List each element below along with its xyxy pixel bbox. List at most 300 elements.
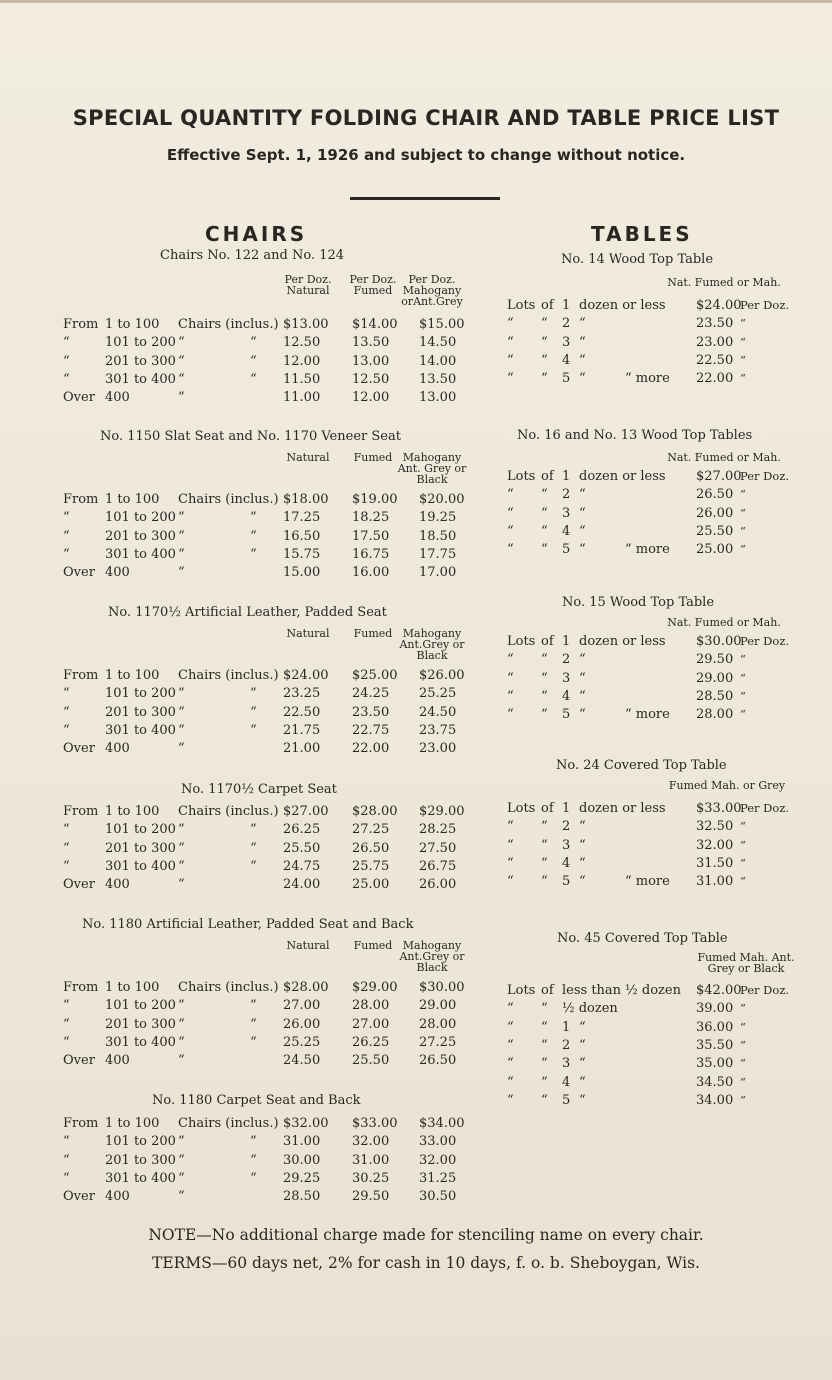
- table-cell-a: “: [507, 670, 514, 686]
- table-cell-c: 3: [562, 837, 571, 853]
- table-cell-d: dozen or less: [579, 801, 666, 816]
- table-cell-b: of: [541, 298, 554, 313]
- chair-cell-c: “: [178, 1016, 185, 1032]
- table-cell-a: “: [507, 523, 514, 539]
- chair-cell-a: “: [63, 1016, 70, 1032]
- chair-cell-c: Chairs (inclus.): [178, 980, 279, 995]
- table-cell-unit: “: [740, 855, 746, 870]
- chair-cell-p3: 17.00: [419, 565, 457, 581]
- table-cell-c: 2: [562, 819, 571, 835]
- table-cell-unit: “: [740, 1019, 746, 1034]
- chair-cell-a: Over: [63, 565, 95, 581]
- table-cell-d: “: [579, 688, 586, 704]
- table-cell-c: less than ½ dozen: [562, 983, 681, 998]
- chair-cell-b: 1 to 100: [105, 1116, 160, 1131]
- table-cell-d: “: [579, 542, 586, 558]
- table-cell-b: “: [541, 523, 548, 539]
- chair-cell-b: 400: [105, 1189, 130, 1205]
- table-cell-price: 22.00: [696, 371, 734, 387]
- table-cell-c: 1: [562, 634, 571, 649]
- chair-cell-p1: 26.00: [283, 1016, 321, 1032]
- chair-cell-c: “: [178, 686, 185, 702]
- table-price-row: [0, 874, 830, 892]
- chair-cell-p3: 23.00: [419, 741, 457, 757]
- table-cell-a: “: [507, 707, 514, 723]
- chair-cell-b: 101 to 200: [105, 822, 176, 838]
- table-cell-a: Lots: [507, 634, 536, 649]
- chair-cell-a: “: [63, 528, 70, 544]
- chair-cell-p3: 29.00: [419, 998, 457, 1014]
- table-cell-d: “: [579, 352, 586, 368]
- chair-cell-p2: $28.00: [352, 804, 398, 819]
- chair-cell-p2: 16.00: [352, 565, 390, 581]
- table-cell-c: 5: [562, 874, 571, 890]
- chair-cell-p3: 33.00: [419, 1134, 457, 1150]
- chair-cell-b: 301 to 400: [105, 1034, 176, 1050]
- chair-cell-p2: 24.25: [352, 686, 390, 702]
- chair-cell-p3: $20.00: [419, 492, 465, 507]
- table-cell-c: 4: [562, 1074, 571, 1090]
- table-cell-unit: “: [740, 487, 746, 502]
- chair-cell-b: 101 to 200: [105, 686, 176, 702]
- table-cell-d: “: [579, 819, 586, 835]
- chair-cell-p2: 18.25: [352, 510, 390, 526]
- table-cell-c: 2: [562, 652, 571, 668]
- chair-cell-p1: 15.00: [283, 565, 321, 581]
- table-cell-price: 36.00: [696, 1019, 734, 1035]
- chair-cell-p1: 21.00: [283, 741, 321, 757]
- table-cell-unit: “: [740, 1074, 746, 1089]
- chair-price-row: [0, 390, 480, 408]
- table-cell-price: 34.50: [696, 1074, 734, 1090]
- table-cell-price: 32.00: [696, 837, 734, 853]
- chair-cell-p1: 12.00: [283, 353, 321, 369]
- chair-cell-p3: 27.50: [419, 840, 457, 856]
- table-cell-a: “: [507, 1092, 514, 1108]
- chair-cell-d: “: [250, 1170, 257, 1186]
- chair-cell-p1: 17.25: [283, 510, 321, 526]
- table-cell-c: 5: [562, 371, 571, 387]
- chair-column-header: Per Doz. Mahogany orAnt.Grey: [401, 273, 463, 308]
- table-cell-b: “: [541, 1001, 548, 1017]
- table-cell-unit: “: [740, 670, 746, 685]
- note-text: NOTE—No additional charge made for stenciling name on every chair.: [148, 1226, 704, 1244]
- chair-cell-d: “: [250, 353, 257, 369]
- chair-cell-c: “: [178, 1152, 185, 1168]
- chair-cell-c: “: [178, 741, 185, 757]
- table-cell-e: “ more: [625, 371, 670, 387]
- chair-cell-a: “: [63, 1134, 70, 1150]
- chair-price-row: [0, 1189, 480, 1207]
- chair-cell-b: 201 to 300: [105, 353, 176, 369]
- chair-cell-a: From: [63, 1116, 99, 1131]
- chair-cell-b: 101 to 200: [105, 998, 176, 1014]
- chair-cell-p3: 13.00: [419, 390, 457, 406]
- chair-cell-c: “: [178, 858, 185, 874]
- chair-cell-d: “: [250, 371, 257, 387]
- chair-cell-p3: 17.75: [419, 546, 457, 562]
- table-cell-b: “: [541, 837, 548, 853]
- chair-cell-p2: 27.00: [352, 1016, 390, 1032]
- chair-column-header: Natural: [286, 451, 330, 464]
- chair-cell-p1: 15.75: [283, 546, 321, 562]
- chair-cell-b: 301 to 400: [105, 546, 176, 562]
- chair-cell-a: “: [63, 840, 70, 856]
- table-cell-b: “: [541, 352, 548, 368]
- chair-cell-a: Over: [63, 741, 95, 757]
- chair-cell-d: “: [250, 998, 257, 1014]
- tables-heading: TABLES: [591, 222, 693, 246]
- chair-column-header: Natural: [286, 939, 330, 952]
- table-cell-b: of: [541, 801, 554, 816]
- table-section-title: No. 24 Covered Top Table: [556, 758, 727, 773]
- table-cell-b: “: [541, 652, 548, 668]
- chair-cell-b: 101 to 200: [105, 510, 176, 526]
- table-cell-a: “: [507, 874, 514, 890]
- chair-cell-p1: $27.00: [283, 804, 329, 819]
- table-cell-a: “: [507, 1037, 514, 1053]
- table-price-row: [0, 469, 830, 487]
- chair-cell-p2: $19.00: [352, 492, 398, 507]
- chair-cell-c: “: [178, 1134, 185, 1150]
- chair-cell-p3: 18.50: [419, 528, 457, 544]
- chair-cell-d: “: [250, 1034, 257, 1050]
- table-cell-d: “: [579, 505, 586, 521]
- chair-cell-c: Chairs (inclus.): [178, 492, 279, 507]
- chair-cell-p3: 26.75: [419, 858, 457, 874]
- table-cell-price: $27.00: [696, 469, 742, 484]
- chair-cell-p1: 29.25: [283, 1170, 321, 1186]
- chair-cell-d: “: [250, 722, 257, 738]
- chair-price-row: [0, 1134, 480, 1152]
- table-price-row: [0, 671, 830, 689]
- table-price-row: [0, 689, 830, 707]
- chair-cell-p3: $15.00: [419, 317, 465, 332]
- table-price-row: [0, 506, 830, 524]
- chair-cell-d: “: [250, 840, 257, 856]
- table-cell-price: 28.00: [696, 707, 734, 723]
- table-cell-unit: “: [740, 505, 746, 520]
- table-cell-price: 35.00: [696, 1056, 734, 1072]
- terms-text: TERMS—60 days net, 2% for cash in 10 days, f. o. b. Sheboygan, Wis.: [152, 1254, 700, 1272]
- chair-column-header: Natural: [286, 627, 330, 640]
- table-cell-b: “: [541, 1074, 548, 1090]
- table-finish-header: Nat. Fumed or Mah.: [667, 451, 781, 464]
- chair-cell-p2: 13.50: [352, 335, 390, 351]
- table-cell-a: “: [507, 542, 514, 558]
- chair-cell-p3: $34.00: [419, 1116, 465, 1131]
- chair-cell-c: “: [178, 1170, 185, 1186]
- table-cell-d: “: [579, 1074, 586, 1090]
- chair-cell-c: “: [178, 1053, 185, 1069]
- table-section-title: No. 16 and No. 13 Wood Top Tables: [517, 428, 753, 443]
- chair-cell-a: “: [63, 1152, 70, 1168]
- chair-cell-p3: 24.50: [419, 704, 457, 720]
- chair-cell-a: “: [63, 858, 70, 874]
- table-price-row: [0, 1020, 830, 1038]
- table-cell-c: 2: [562, 487, 571, 503]
- chair-cell-a: “: [63, 722, 70, 738]
- table-cell-a: “: [507, 652, 514, 668]
- table-price-row: [0, 652, 830, 670]
- table-cell-b: “: [541, 334, 548, 350]
- table-finish-header: Nat. Fumed or Mah.: [667, 276, 781, 289]
- chair-cell-a: Over: [63, 1189, 95, 1205]
- chair-cell-d: “: [250, 510, 257, 526]
- table-cell-price: $42.00: [696, 983, 742, 998]
- chair-cell-d: “: [250, 546, 257, 562]
- table-cell-b: “: [541, 487, 548, 503]
- chair-cell-p1: $24.00: [283, 668, 329, 683]
- chair-cell-a: “: [63, 1034, 70, 1050]
- table-cell-c: ½ dozen: [562, 1001, 618, 1017]
- chair-cell-c: “: [178, 371, 185, 387]
- table-cell-c: 5: [562, 542, 571, 558]
- table-cell-d: “: [579, 371, 586, 387]
- chair-cell-p3: 13.50: [419, 371, 457, 387]
- chair-cell-p2: 25.75: [352, 858, 390, 874]
- chair-cell-p1: 24.50: [283, 1053, 321, 1069]
- chair-cell-p3: 28.25: [419, 822, 457, 838]
- table-cell-unit: Per Doz.: [740, 298, 790, 312]
- table-cell-price: 35.50: [696, 1037, 734, 1053]
- table-price-row: [0, 1056, 830, 1074]
- chair-cell-d: “: [250, 1152, 257, 1168]
- chair-column-header: Mahogany Ant. Grey or Black: [397, 451, 467, 486]
- chair-cell-p1: 30.00: [283, 1152, 321, 1168]
- chair-cell-p1: 24.00: [283, 877, 321, 893]
- chair-cell-p3: 14.50: [419, 335, 457, 351]
- table-cell-price: 32.50: [696, 819, 734, 835]
- table-cell-a: Lots: [507, 983, 536, 998]
- table-price-row: [0, 1038, 830, 1056]
- table-cell-e: “ more: [625, 874, 670, 890]
- chair-cell-a: “: [63, 686, 70, 702]
- chair-cell-b: 1 to 100: [105, 492, 160, 507]
- table-price-row: [0, 524, 830, 542]
- chair-cell-b: 1 to 100: [105, 980, 160, 995]
- table-price-row: [0, 371, 830, 389]
- table-price-row: [0, 983, 830, 1001]
- table-cell-unit: “: [740, 371, 746, 386]
- chair-cell-a: “: [63, 704, 70, 720]
- table-cell-d: “: [579, 1019, 586, 1035]
- chair-cell-p2: 31.00: [352, 1152, 390, 1168]
- chair-cell-b: 201 to 300: [105, 840, 176, 856]
- table-cell-unit: “: [740, 334, 746, 349]
- table-cell-price: 25.50: [696, 523, 734, 539]
- table-cell-price: 29.50: [696, 652, 734, 668]
- table-cell-b: of: [541, 983, 554, 998]
- chair-cell-a: From: [63, 492, 99, 507]
- chair-cell-p2: $29.00: [352, 980, 398, 995]
- chair-cell-b: 1 to 100: [105, 317, 160, 332]
- table-price-row: [0, 634, 830, 652]
- chair-cell-p2: 17.50: [352, 528, 390, 544]
- chair-cell-b: 400: [105, 741, 130, 757]
- table-cell-c: 3: [562, 1056, 571, 1072]
- table-cell-d: “: [579, 855, 586, 871]
- table-cell-unit: “: [740, 874, 746, 889]
- table-cell-unit: Per Doz.: [740, 983, 790, 997]
- chair-cell-p3: $30.00: [419, 980, 465, 995]
- table-finish-header: Nat. Fumed or Mah.: [667, 616, 781, 629]
- chair-cell-p2: $25.00: [352, 668, 398, 683]
- table-cell-price: 26.50: [696, 487, 734, 503]
- table-cell-a: “: [507, 1056, 514, 1072]
- chair-cell-p3: 31.25: [419, 1170, 457, 1186]
- table-cell-unit: “: [740, 1092, 746, 1107]
- chair-cell-a: “: [63, 546, 70, 562]
- table-cell-d: “: [579, 487, 586, 503]
- table-cell-price: 23.50: [696, 316, 734, 332]
- table-cell-b: of: [541, 469, 554, 484]
- chair-cell-p2: 16.75: [352, 546, 390, 562]
- table-cell-b: “: [541, 688, 548, 704]
- chair-cell-p3: 26.50: [419, 1053, 457, 1069]
- table-cell-a: “: [507, 352, 514, 368]
- table-cell-e: “ more: [625, 707, 670, 723]
- table-cell-b: “: [541, 1037, 548, 1053]
- chair-cell-d: “: [250, 686, 257, 702]
- table-cell-b: “: [541, 707, 548, 723]
- table-price-row: [0, 856, 830, 874]
- table-cell-b: “: [541, 1092, 548, 1108]
- table-cell-c: 3: [562, 505, 571, 521]
- chair-cell-c: “: [178, 722, 185, 738]
- table-cell-price: $33.00: [696, 801, 742, 816]
- chair-column-header: Fumed: [353, 451, 393, 464]
- chairs-heading: CHAIRS: [205, 222, 308, 246]
- table-section-title: No. 15 Wood Top Table: [562, 595, 715, 610]
- chair-cell-c: “: [178, 840, 185, 856]
- chair-cell-p3: 25.25: [419, 686, 457, 702]
- chair-column-header: Fumed: [353, 939, 393, 952]
- table-cell-d: “: [579, 707, 586, 723]
- chair-cell-c: Chairs (inclus.): [178, 804, 279, 819]
- chair-cell-p3: 30.50: [419, 1189, 457, 1205]
- chair-column-header: Per Doz. Fumed: [349, 273, 397, 297]
- chair-cell-b: 301 to 400: [105, 858, 176, 874]
- table-price-row: [0, 1075, 830, 1093]
- chair-column-header: Mahogany Ant.Grey or Black: [399, 627, 465, 662]
- chair-cell-c: “: [178, 1034, 185, 1050]
- chair-cell-c: Chairs (inclus.): [178, 668, 279, 683]
- table-cell-d: “: [579, 1037, 586, 1053]
- chair-cell-p1: $28.00: [283, 980, 329, 995]
- table-cell-unit: “: [740, 1056, 746, 1071]
- table-cell-price: 39.00: [696, 1001, 734, 1017]
- chair-cell-p1: 22.50: [283, 704, 321, 720]
- table-cell-c: 3: [562, 670, 571, 686]
- chair-section-title: No. 1150 Slat Seat and No. 1170 Veneer Seat: [100, 429, 401, 444]
- table-cell-unit: “: [740, 542, 746, 557]
- chair-cell-p3: $29.00: [419, 804, 465, 819]
- chair-column-header: Per Doz. Natural: [284, 273, 332, 297]
- divider-rule: [350, 197, 500, 200]
- chair-cell-p1: 25.25: [283, 1034, 321, 1050]
- chair-cell-c: “: [178, 565, 185, 581]
- chair-cell-p2: 12.00: [352, 390, 390, 406]
- chair-cell-b: 201 to 300: [105, 528, 176, 544]
- chair-cell-a: “: [63, 335, 70, 351]
- chair-cell-a: Over: [63, 1053, 95, 1069]
- table-cell-unit: “: [740, 837, 746, 852]
- table-cell-a: “: [507, 505, 514, 521]
- chair-cell-b: 201 to 300: [105, 1152, 176, 1168]
- table-cell-unit: “: [740, 688, 746, 703]
- table-cell-price: 31.00: [696, 874, 734, 890]
- table-cell-c: 4: [562, 855, 571, 871]
- table-price-row: [0, 487, 830, 505]
- chair-cell-p1: 23.25: [283, 686, 321, 702]
- chair-cell-c: Chairs (inclus.): [178, 317, 279, 332]
- table-cell-price: 22.50: [696, 352, 734, 368]
- table-cell-c: 3: [562, 334, 571, 350]
- chair-cell-a: “: [63, 998, 70, 1014]
- chair-cell-a: “: [63, 371, 70, 387]
- table-cell-d: “: [579, 652, 586, 668]
- chair-cell-p2: $33.00: [352, 1116, 398, 1131]
- table-cell-unit: “: [740, 707, 746, 722]
- table-cell-b: “: [541, 819, 548, 835]
- table-cell-price: 25.00: [696, 542, 734, 558]
- chair-cell-p2: 26.50: [352, 840, 390, 856]
- table-cell-price: 34.00: [696, 1092, 734, 1108]
- table-cell-d: “: [579, 670, 586, 686]
- table-cell-b: “: [541, 855, 548, 871]
- chair-cell-d: “: [250, 858, 257, 874]
- table-cell-b: “: [541, 874, 548, 890]
- chair-cell-p3: 27.25: [419, 1034, 457, 1050]
- chair-cell-p1: 21.75: [283, 722, 321, 738]
- table-section-title: No. 45 Covered Top Table: [557, 931, 728, 946]
- chair-cell-p3: 26.00: [419, 877, 457, 893]
- chair-section-title: No. 1180 Carpet Seat and Back: [152, 1093, 361, 1108]
- table-cell-a: “: [507, 819, 514, 835]
- chair-cell-a: From: [63, 980, 99, 995]
- chair-cell-p2: 32.00: [352, 1134, 390, 1150]
- chair-cell-p2: 25.00: [352, 877, 390, 893]
- table-cell-b: “: [541, 1019, 548, 1035]
- chair-cell-d: “: [250, 1016, 257, 1032]
- table-cell-unit: “: [740, 523, 746, 538]
- table-price-row: [0, 801, 830, 819]
- table-section-title: No. 14 Wood Top Table: [561, 252, 714, 267]
- table-cell-b: “: [541, 505, 548, 521]
- chair-cell-b: 201 to 300: [105, 1016, 176, 1032]
- table-cell-c: 4: [562, 688, 571, 704]
- table-cell-d: “: [579, 874, 586, 890]
- table-cell-d: “: [579, 523, 586, 539]
- chair-section-title: No. 1170½ Carpet Seat: [181, 782, 337, 797]
- table-finish-header: Fumed Mah. Ant. Grey or Black: [697, 951, 795, 975]
- table-cell-unit: “: [740, 652, 746, 667]
- table-price-row: [0, 1093, 830, 1111]
- chair-cell-b: 101 to 200: [105, 335, 176, 351]
- table-cell-b: “: [541, 542, 548, 558]
- chair-cell-p1: 25.50: [283, 840, 321, 856]
- chair-cell-p2: 13.00: [352, 353, 390, 369]
- table-cell-a: “: [507, 334, 514, 350]
- table-cell-price: 28.50: [696, 688, 734, 704]
- chair-cell-p1: 16.50: [283, 528, 321, 544]
- chair-cell-d: “: [250, 704, 257, 720]
- chair-cell-p2: 30.25: [352, 1170, 390, 1186]
- chair-cell-b: 301 to 400: [105, 371, 176, 387]
- table-price-row: [0, 353, 830, 371]
- table-cell-c: 5: [562, 1092, 571, 1108]
